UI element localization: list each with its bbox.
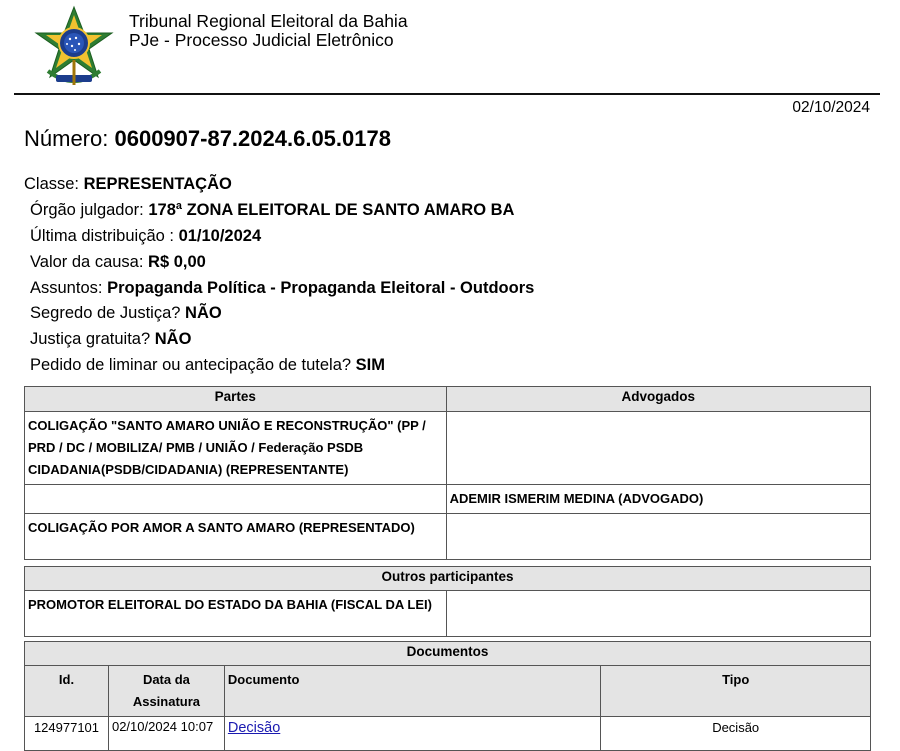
field-label: Pedido de liminar ou antecipação de tutela? bbox=[30, 356, 352, 374]
other-participants-header: Outros participantes bbox=[25, 567, 871, 591]
field-label: Órgão julgador: bbox=[30, 201, 144, 219]
column-header-data: Data da Assinatura bbox=[108, 666, 224, 717]
document-type: Decisão bbox=[601, 717, 871, 751]
column-header-documento: Documento bbox=[224, 666, 600, 717]
lawyer-name bbox=[446, 412, 870, 485]
party-name bbox=[25, 485, 447, 514]
field-label: Última distribuição : bbox=[30, 227, 174, 245]
column-header-tipo: Tipo bbox=[601, 666, 871, 717]
field-value: REPRESENTAÇÃO bbox=[83, 175, 232, 193]
field-gratuita bbox=[30, 330, 191, 349]
lawyer-name: ADEMIR ISMERIM MEDINA (ADVOGADO) bbox=[446, 485, 870, 514]
field-label: Assuntos: bbox=[30, 279, 103, 297]
field-value: SIM bbox=[355, 356, 385, 374]
field-label: Valor da causa: bbox=[30, 253, 144, 271]
organization-name: Tribunal Regional Eleitoral da Bahia bbox=[129, 11, 408, 31]
party-name: COLIGAÇÃO "SANTO AMARO UNIÃO E RECONSTRUÇÃO" (PP / PRD / DC / MOBILIZA/ PMB / UNIÃO / Federação PSDB CIDADANIA(PSDB/CIDADANIA) (REPRESENTANTE) bbox=[25, 412, 447, 485]
field-value: 178ª ZONA ELEITORAL DE SANTO AMARO BA bbox=[148, 201, 515, 219]
table-row bbox=[25, 412, 871, 485]
document-link[interactable]: Decisão bbox=[227, 720, 281, 736]
field-value: 01/10/2024 bbox=[178, 227, 262, 245]
documents-table bbox=[24, 641, 871, 751]
parties-table bbox=[24, 386, 871, 560]
table-row bbox=[25, 591, 871, 637]
document-date-signed: 02/10/2024 10:07 bbox=[108, 717, 224, 751]
table-row bbox=[25, 514, 871, 560]
column-header-id: Id. bbox=[25, 666, 109, 717]
document-id: 124977101 bbox=[25, 717, 109, 751]
document-date: 02/10/2024 bbox=[792, 99, 870, 116]
field-segredo bbox=[30, 304, 222, 323]
page-header bbox=[0, 0, 900, 95]
process-number-value: 0600907-87.2024.6.05.0178 bbox=[114, 126, 391, 151]
field-valor bbox=[30, 253, 206, 272]
field-value: R$ 0,00 bbox=[148, 253, 206, 271]
field-classe bbox=[24, 175, 232, 194]
field-label: Classe: bbox=[24, 175, 80, 193]
brazil-coat-of-arms-icon bbox=[34, 5, 114, 89]
table-row bbox=[25, 717, 871, 751]
field-label: Justiça gratuita? bbox=[30, 330, 151, 348]
participant-name: PROMOTOR ELEITORAL DO ESTADO DA BAHIA (FISCAL DA LEI) bbox=[25, 591, 447, 637]
field-value: NÃO bbox=[154, 330, 192, 348]
field-orgao bbox=[30, 201, 514, 220]
party-name: COLIGAÇÃO POR AMOR A SANTO AMARO (REPRESENTADO) bbox=[25, 514, 447, 560]
table-row bbox=[25, 485, 871, 514]
documents-header: Documentos bbox=[25, 642, 871, 666]
column-header-advogados: Advogados bbox=[446, 387, 870, 412]
lawyer-name bbox=[446, 514, 870, 560]
field-value: NÃO bbox=[185, 304, 222, 322]
other-participants-table bbox=[24, 566, 871, 637]
field-assuntos bbox=[30, 279, 534, 298]
header-divider bbox=[14, 93, 880, 95]
column-header-partes: Partes bbox=[25, 387, 447, 412]
field-distribuicao bbox=[30, 227, 261, 246]
process-number-label: Número: bbox=[24, 126, 109, 151]
participant-extra bbox=[446, 591, 870, 637]
system-name: PJe - Processo Judicial Eletrônico bbox=[129, 30, 394, 50]
process-number bbox=[24, 126, 391, 152]
field-label: Segredo de Justiça? bbox=[30, 304, 181, 322]
field-liminar bbox=[30, 356, 385, 375]
field-value: Propaganda Política - Propaganda Eleitoral - Outdoors bbox=[107, 279, 535, 297]
